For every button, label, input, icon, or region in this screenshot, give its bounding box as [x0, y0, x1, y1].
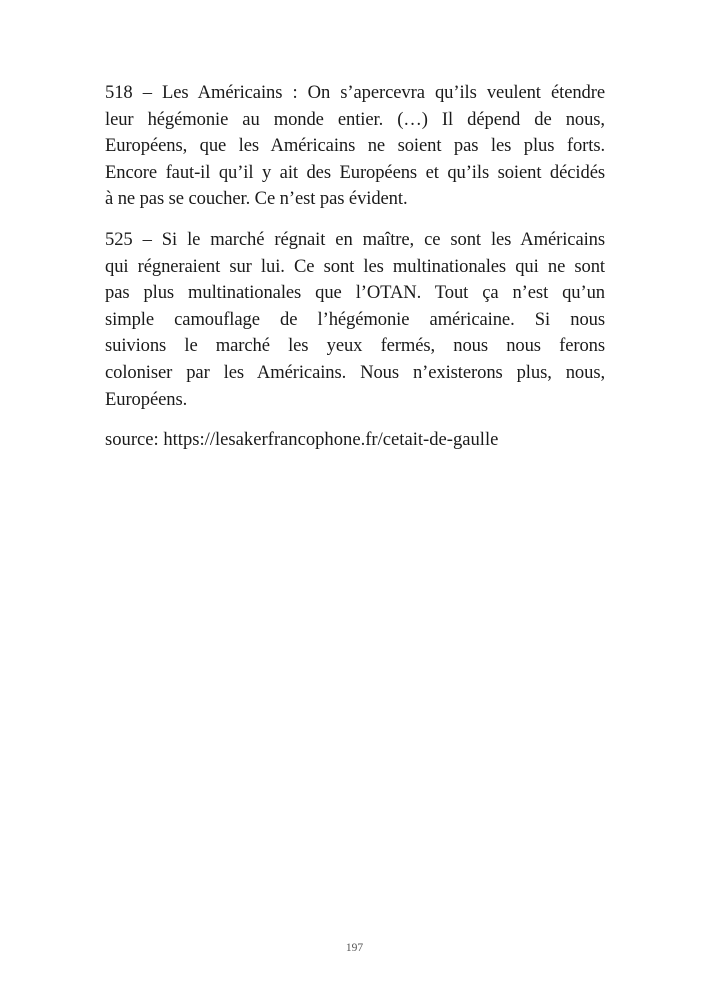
- page-body: [105, 80, 605, 454]
- source-citation: source: https://lesakerfrancophone.fr/cetait-de-gaulle: [105, 429, 499, 451]
- text-line: Européens.: [105, 388, 188, 410]
- text-line: leur hégémonie au monde entier. (…) Il dépend de nous,: [105, 108, 605, 130]
- text-line: suivions le marché les yeux fermés, nous nous ferons: [105, 335, 605, 357]
- text-line: 518 – Les Américains : On s’apercevra qu’ils veulent étendre: [105, 82, 605, 103]
- text-line: pas plus multinationales que l’OTAN. Tout ça n’est qu’un: [105, 282, 605, 304]
- text-line: Européens, que les Américains ne soient pas les plus forts.: [105, 135, 605, 157]
- paragraph-518: [105, 80, 605, 213]
- text-line: Encore faut-il qu’il y ait des Européens et qu’ils soient décidés: [105, 161, 605, 183]
- text-line: 525 – Si le marché régnait en maître, ce sont les Américains: [105, 228, 605, 250]
- page-number: 197: [345, 942, 364, 954]
- text-line: à ne pas se coucher. Ce n’est pas évident.: [105, 188, 408, 210]
- text-line: coloniser par les Américains. Nous n’existerons plus, nous,: [105, 361, 605, 383]
- text-line: simple camouflage de l’hégémonie américaine. Si nous: [105, 308, 605, 330]
- paragraph-525: [105, 227, 605, 413]
- text-line: qui régneraient sur lui. Ce sont les multinationales qui ne sont: [105, 255, 605, 277]
